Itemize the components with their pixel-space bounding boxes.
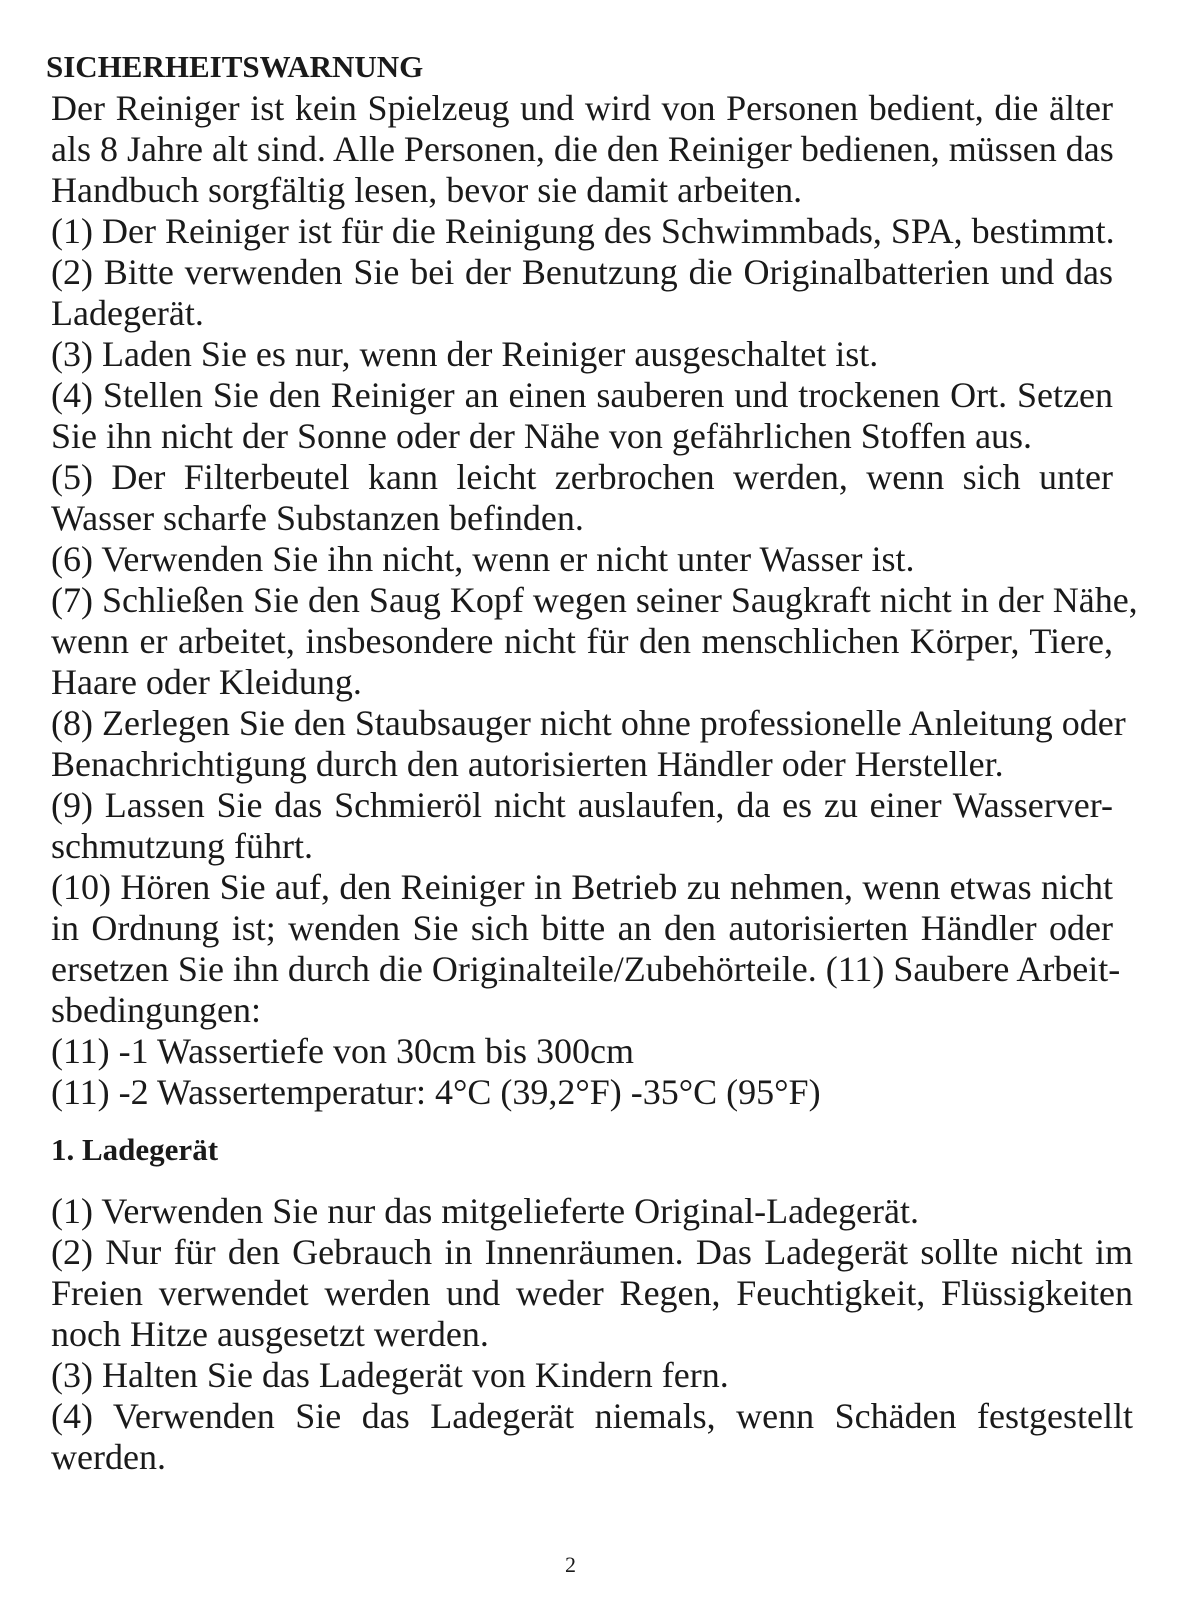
page-number: 2	[565, 1552, 576, 1577]
warning-line: (4) Stellen Sie den Reiniger an einen sauberen und trockenen Ort. Setzen	[51, 375, 1113, 415]
charger-line: (1) Verwenden Sie nur das mitgelieferte Original-Ladegerät.	[51, 1191, 919, 1231]
warning-line: (7) Schließen Sie den Saug Kopf wegen seiner Saugkraft nicht in der Nähe,	[51, 580, 1138, 620]
charger-line: werden.	[51, 1437, 166, 1477]
warning-line: (5) Der Filterbeutel kann leicht zerbrochen werden, wenn sich unter	[51, 457, 1113, 497]
warning-line: (1) Der Reiniger ist für die Reinigung des Schwimmbads, SPA, bestimmt.	[51, 211, 1115, 251]
warning-line: (3) Laden Sie es nur, wenn der Reiniger ausgeschaltet ist.	[51, 334, 879, 374]
warning-line: (11) -2 Wassertemperatur: 4°C (39,2°F) -35°C (95°F)	[51, 1072, 821, 1112]
warning-line: (8) Zerlegen Sie den Staubsauger nicht ohne professionelle Anleitung oder	[51, 703, 1126, 743]
warning-line: Sie ihn nicht der Sonne oder der Nähe von gefährlichen Stoffen aus.	[51, 416, 1033, 456]
warning-line: schmutzung führt.	[51, 826, 313, 866]
section-title-charger: 1. Ladegerät	[51, 1132, 219, 1167]
warning-line: in Ordnung ist; wenden Sie sich bitte an den autorisierten Händler oder	[51, 908, 1113, 948]
warning-line: (11) -1 Wassertiefe von 30cm bis 300cm	[51, 1031, 634, 1071]
warning-line: (10) Hören Sie auf, den Reiniger in Betrieb zu nehmen, wenn etwas nicht	[51, 867, 1113, 907]
warning-line: wenn er arbeitet, insbesondere nicht für den menschlichen Körper, Tiere,	[51, 621, 1113, 661]
charger-line: (2) Nur für den Gebrauch in Innenräumen. Das Ladegerät sollte nicht im	[51, 1232, 1133, 1272]
warning-line: Handbuch sorgfältig lesen, bevor sie damit arbeiten.	[51, 170, 803, 210]
charger-line: (3) Halten Sie das Ladegerät von Kindern fern.	[51, 1355, 729, 1395]
warning-line: Der Reiniger ist kein Spielzeug und wird von Personen bedient, die älter	[51, 88, 1113, 128]
warning-line: Ladegerät.	[51, 293, 204, 333]
section-title-safety-warning: SICHERHEITSWARNUNG	[46, 49, 424, 84]
warning-line: (2) Bitte verwenden Sie bei der Benutzung die Originalbatterien und das	[51, 252, 1113, 292]
warning-line: (6) Verwenden Sie ihn nicht, wenn er nicht unter Wasser ist.	[51, 539, 915, 579]
warning-line: Haare oder Kleidung.	[51, 662, 362, 702]
charger-line: noch Hitze ausgesetzt werden.	[51, 1314, 489, 1354]
warning-line: als 8 Jahre alt sind. Alle Personen, die den Reiniger bedienen, müssen das	[51, 129, 1114, 169]
warning-line: Wasser scharfe Substanzen befinden.	[51, 498, 584, 538]
warning-line: ersetzen Sie ihn durch die Originalteile/Zubehörteile. (11) Saubere Arbeit-	[51, 949, 1121, 989]
charger-line: (4) Verwenden Sie das Ladegerät niemals, wenn Schäden festgestellt	[51, 1396, 1133, 1436]
warning-line: Benachrichtigung durch den autorisierten Händler oder Hersteller.	[51, 744, 1004, 784]
warning-line: (9) Lassen Sie das Schmieröl nicht auslaufen, da es zu einer Wasserver-	[51, 785, 1113, 825]
charger-line: Freien verwendet werden und weder Regen, Feuchtigkeit, Flüssigkeiten	[51, 1273, 1133, 1313]
warning-line: sbedingungen:	[51, 990, 261, 1030]
